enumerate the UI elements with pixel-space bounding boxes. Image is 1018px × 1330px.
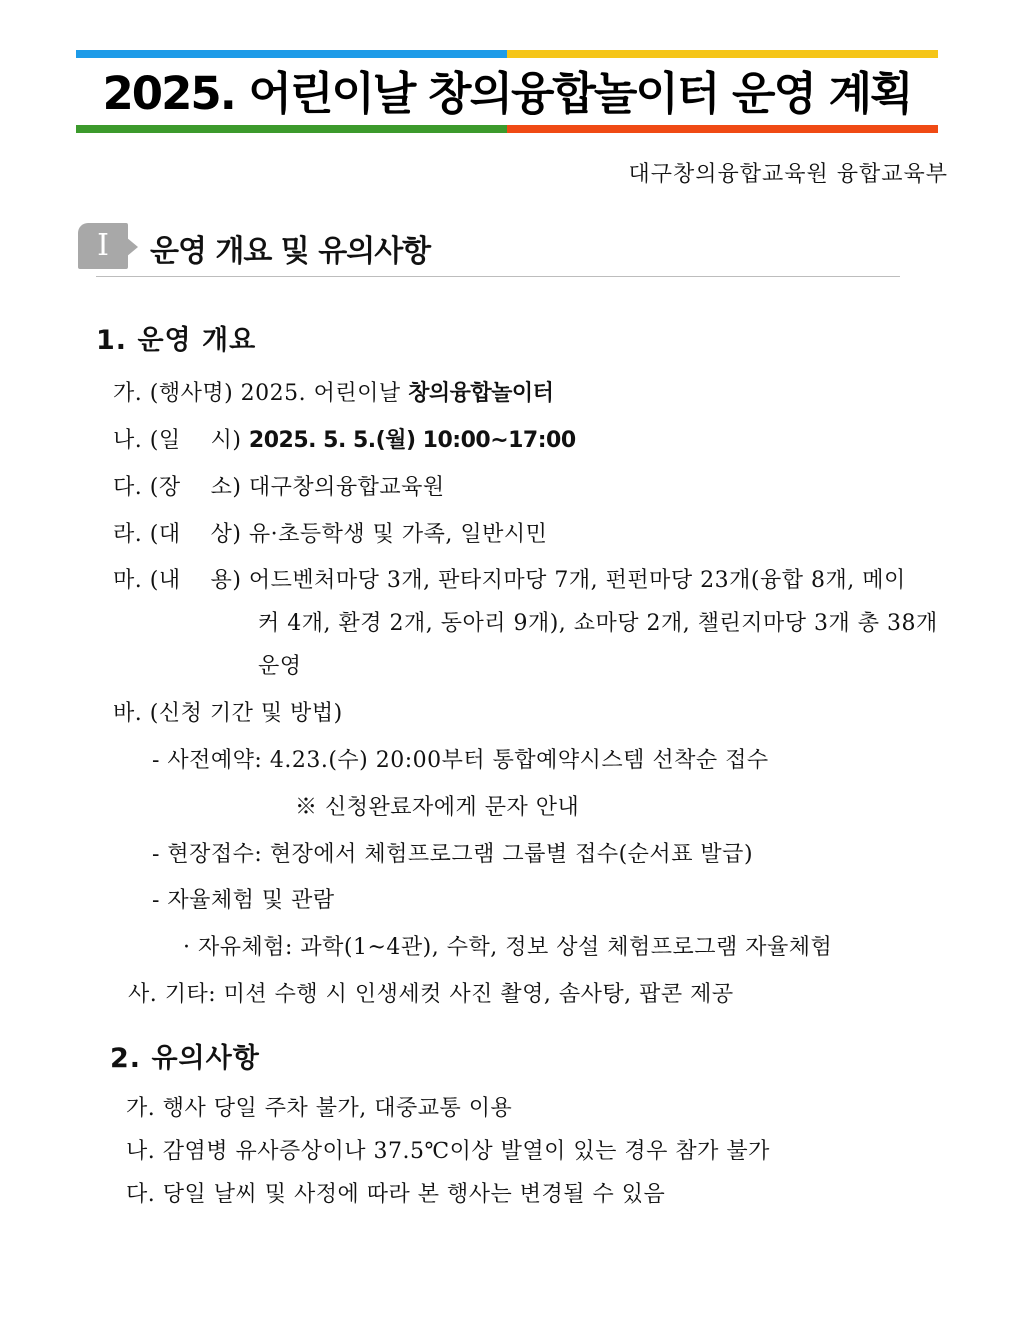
application-reservation-note: ※ 신청완료자에게 문자 안내 (295, 795, 580, 820)
application-free-experience-detail: · 자유체험: 과학(1~4관), 수학, 정보 상설 체험프로그램 자율체험 (183, 935, 833, 960)
overview-item-event-name (113, 376, 553, 407)
notes-item-illness: 나. 감염병 유사증상이나 37.5℃이상 발열이 있는 경우 참가 불가 (126, 1139, 770, 1164)
overview-heading: 1. 운영 개요 (96, 325, 257, 356)
overview-item-application: 바. (신청 기간 및 방법) (113, 701, 343, 726)
overview-item-event-name-bold: 창의융합놀이터 (408, 381, 554, 406)
overview-item-etc: 사. 기타: 미션 수행 시 인생세컷 사진 촬영, 솜사탕, 팝콘 제공 (128, 982, 734, 1007)
overview-item-content-cont2: 운영 (258, 654, 302, 679)
header-bar-top-left (76, 50, 507, 58)
header-bar-bottom-right (507, 125, 938, 133)
organization-name: 대구창의융합교육원 융합교육부 (628, 162, 948, 187)
notes-item-weather: 다. 당일 날씨 및 사정에 따라 본 행사는 변경될 수 있음 (126, 1182, 666, 1207)
notes-item-parking: 가. 행사 당일 주차 불가, 대중교통 이용 (126, 1096, 513, 1121)
section-number: I (97, 228, 109, 263)
section-divider (96, 276, 900, 277)
overview-item-date (113, 423, 576, 454)
header-bar-bottom-left (76, 125, 507, 133)
overview-item-date-bold: 2025. 5. 5.(월) 10:00~17:00 (248, 428, 576, 453)
application-free-experience: - 자율체험 및 관람 (152, 888, 335, 913)
section-number-badge (78, 223, 128, 269)
overview-item-target: 라. (대 상) 유·초등학생 및 가족, 일반시민 (113, 522, 548, 547)
header-bar-top-right (507, 50, 938, 58)
application-onsite: - 현장접수: 현장에서 체험프로그램 그룹별 접수(순서표 발급) (152, 842, 754, 867)
section-title: 운영 개요 및 유의사항 (150, 234, 431, 269)
overview-item-event-name-label: 가. (행사명) 2025. 어린이날 (113, 381, 409, 406)
overview-item-place: 다. (장 소) 대구창의융합교육원 (113, 475, 445, 500)
notes-heading: 2. 유의사항 (110, 1043, 260, 1074)
overview-item-content: 마. (내 용) 어드벤처마당 3개, 판타지마당 7개, 펀펀마당 23개(융합 8개, 메이 (113, 568, 906, 593)
application-reservation: - 사전예약: 4.23.(수) 20:00부터 통합예약시스템 선착순 접수 (152, 748, 769, 773)
overview-item-date-label: 나. (일 시) (113, 428, 249, 453)
overview-item-content-cont: 커 4개, 환경 2개, 동아리 9개), 쇼마당 2개, 챌린지마당 3개 총 38개 (258, 611, 938, 636)
document-title: 2025. 어린이날 창의융합놀이터 운영 계획 (102, 67, 912, 120)
